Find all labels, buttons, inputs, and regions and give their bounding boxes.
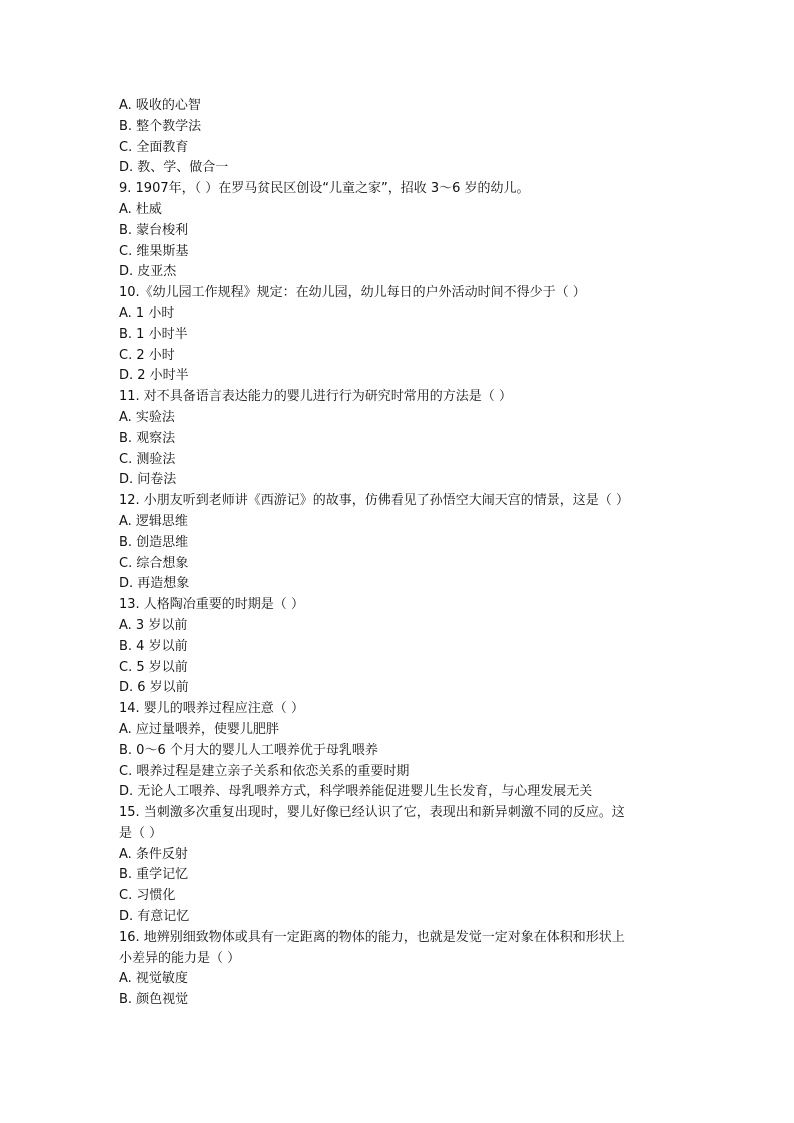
answer-option: D. 教、学、做合一 [119, 160, 229, 176]
answer-option: C. 5 岁以前 [119, 659, 188, 675]
answer-option: A. 视觉敏度 [119, 971, 188, 987]
question-stem-continuation: 小差异的能力是（ ） [119, 950, 241, 966]
answer-option: A. 3 岁以前 [119, 617, 188, 633]
answer-option: C. 喂养过程是建立亲子关系和依恋关系的重要时期 [119, 763, 410, 779]
answer-option: B. 创造思维 [119, 534, 189, 550]
question-stem: 9. 1907年，（ ）在罗马贫民区创设“儿童之家”，招收 3～6 岁的幼儿。 [119, 181, 530, 197]
answer-option: B. 蒙台梭利 [119, 222, 189, 238]
answer-option: A. 1 小时 [119, 305, 175, 321]
question-stem: 13. 人格陶冶重要的时期是（ ） [119, 597, 304, 613]
answer-option: C. 全面教育 [119, 139, 189, 155]
answer-option: B. 1 小时半 [119, 326, 188, 342]
question-stem: 11. 对不具备语言表达能力的婴儿进行行为研究时常用的方法是（ ） [119, 389, 512, 405]
answer-option: B. 0～6 个月大的婴儿人工喂养优于母乳喂养 [119, 742, 378, 758]
exam-question-list [119, 96, 679, 1011]
answer-option: C. 维果斯基 [119, 243, 189, 259]
answer-option: A. 逻辑思维 [119, 513, 188, 529]
answer-option: A. 吸收的心智 [119, 98, 201, 113]
answer-option: D. 2 小时半 [119, 368, 189, 384]
answer-option: B. 整个教学法 [119, 118, 202, 134]
answer-option: D. 无论人工喂养、母乳喂养方式，科学喂养能促进婴儿生长发育，与心理发展无关 [119, 784, 593, 800]
answer-option: A. 杜威 [119, 201, 162, 217]
answer-option: D. 问卷法 [119, 472, 177, 488]
answer-option: C. 习惯化 [119, 888, 176, 904]
question-stem: 14. 婴儿的喂养过程应注意（ ） [119, 701, 304, 717]
answer-option: B. 观察法 [119, 430, 176, 446]
question-stem: 12. 小朋友听到老师讲《西游记》的故事，仿佛看见了孙悟空大闹天宫的情景，这是（ ） [119, 493, 629, 509]
answer-option: D. 皮亚杰 [119, 264, 177, 280]
question-stem: 15. 当刺激多次重复出现时，婴儿好像已经认识了它，表现出和新异刺激不同的反应。这 [119, 805, 625, 821]
answer-option: A. 实验法 [119, 409, 175, 425]
answer-option: C. 2 小时 [119, 347, 175, 363]
answer-option: C. 测验法 [119, 451, 176, 467]
answer-option: B. 颜色视觉 [119, 992, 189, 1008]
answer-option: C. 综合想象 [119, 555, 189, 571]
answer-option: B. 4 岁以前 [119, 638, 188, 654]
question-stem: 16. 地辨别细致物体或具有一定距离的物体的能力，也就是发觉一定对象在体积和形状上 [119, 929, 625, 945]
answer-option: D. 再造想象 [119, 576, 190, 592]
answer-option: B. 重学记忆 [119, 867, 189, 883]
answer-option: D. 有意记忆 [119, 909, 190, 925]
question-stem-continuation: 是（ ） [119, 825, 163, 841]
answer-option: A. 条件反射 [119, 846, 188, 862]
answer-option: A. 应过量喂养，使婴儿肥胖 [119, 721, 279, 737]
answer-option: D. 6 岁以前 [119, 680, 189, 696]
question-stem: 10.《幼儿园工作规程》规定：在幼儿园，幼儿每日的户外活动时间不得少于（ ） [119, 285, 586, 301]
